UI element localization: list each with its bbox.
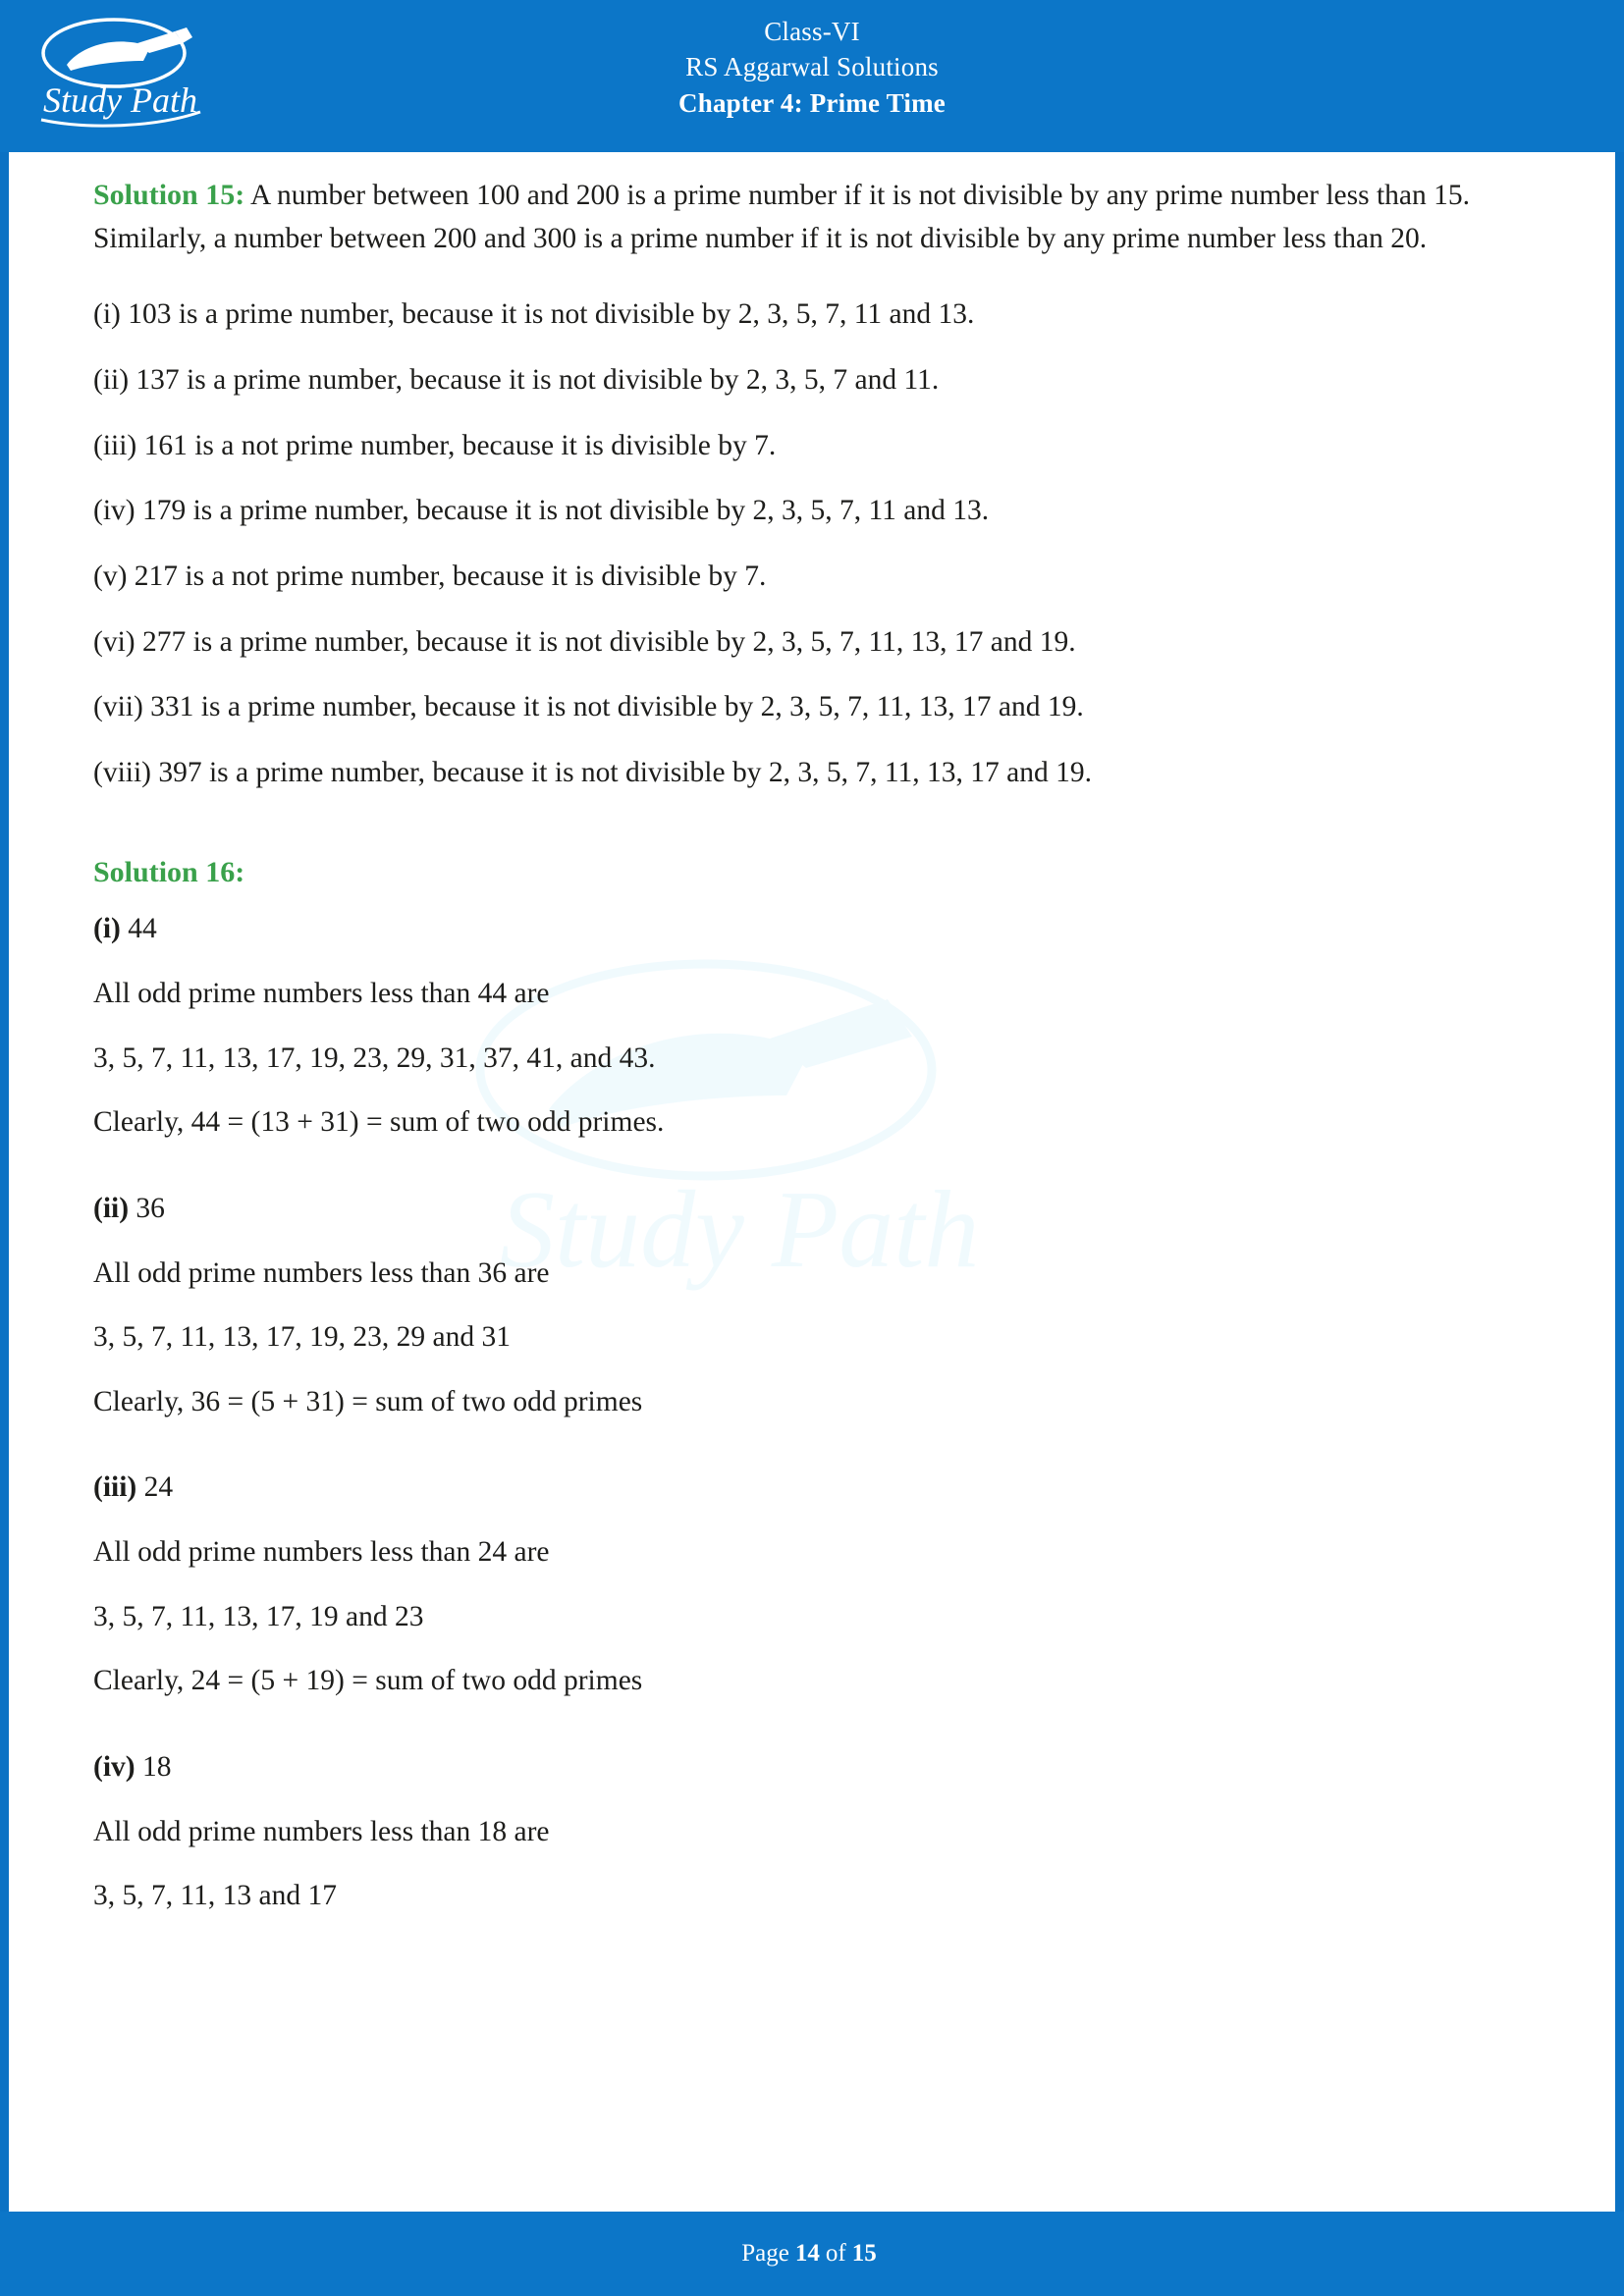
part-line-2: 3, 5, 7, 11, 13, 17, 19 and 23 (93, 1600, 424, 1632)
solution-16-part-heading (93, 908, 1531, 951)
page-content (9, 152, 1615, 1918)
solution-15-block (93, 174, 1531, 795)
header-chapter: Chapter 4: Prime Time (678, 87, 946, 118)
header-title-block (0, 14, 1624, 121)
solution-16-part-heading (93, 1467, 1531, 1510)
part-number: 18 (141, 1751, 172, 1784)
solution-15-item: (vi) 277 is a prime number, because it is not divisible by 2, 3, 5, 7, 11, 13, 17 and 19. (93, 625, 1076, 658)
part-line-1: All odd prime numbers less than 18 are (93, 1815, 550, 1847)
solution-15-item: (iii) 161 is a not prime number, because it is divisible by 7. (93, 429, 777, 461)
solution-15-item: (vii) 331 is a prime number, because it is not divisible by 2, 3, 5, 7, 11, 13, 17 and 19. (93, 691, 1084, 723)
solution-16-part (93, 1188, 1531, 1424)
solution-15-item: (i) 103 is a prime number, because it is not divisible by 2, 3, 5, 7, 11 and 13. (93, 298, 975, 331)
solution-16-part (93, 908, 1531, 1145)
part-number: 44 (128, 913, 157, 945)
part-line-1: All odd prime numbers less than 36 are (93, 1256, 550, 1289)
solution-15-intro (93, 174, 1531, 218)
part-line-2: 3, 5, 7, 11, 13 and 17 (93, 1880, 337, 1912)
footer-current-page: 14 (794, 2240, 820, 2267)
svg-text:Study Path: Study Path (500, 1169, 980, 1291)
page-header (0, 0, 1624, 152)
page-footer (0, 2212, 1624, 2296)
solution-16-label-line (93, 851, 1531, 895)
header-book: RS Aggarwal Solutions (685, 52, 939, 82)
solution-15-item: (viii) 397 is a prime number, because it is not divisible by 2, 3, 5, 7, 11, 13, 17 and 19. (93, 756, 1092, 788)
footer-middle: of (825, 2240, 846, 2267)
part-line-1: All odd prime numbers less than 44 are (93, 977, 550, 1009)
part-line-1: All odd prime numbers less than 24 are (93, 1536, 550, 1569)
solution-16-part-heading (93, 1188, 1531, 1231)
solution-16-label: Solution 16: (93, 855, 245, 888)
svg-text:Study Path: Study Path (43, 80, 197, 120)
part-roman: (iv) (93, 1751, 135, 1784)
part-roman: (iii) (93, 1471, 137, 1504)
part-line-3: Clearly, 44 = (13 + 31) = sum of two odd primes. (93, 1106, 665, 1139)
solution-16-part-heading (93, 1746, 1531, 1789)
solution-15-intro-line-1: A number between 100 and 200 is a prime number if it is not divisible by any prime number less than 15. (249, 180, 1471, 211)
header-class: Class-VI (764, 17, 860, 46)
part-roman: (ii) (93, 1192, 130, 1224)
solution-15-label: Solution 15: (93, 179, 245, 211)
part-line-3: Clearly, 36 = (5 + 31) = sum of two odd primes (93, 1385, 643, 1417)
solution-16-part (93, 1467, 1531, 1703)
solution-16-part (93, 1746, 1531, 1918)
part-line-2: 3, 5, 7, 11, 13, 17, 19, 23, 29 and 31 (93, 1321, 511, 1354)
solution-15-item: (v) 217 is a not prime number, because it is divisible by 7. (93, 560, 767, 592)
part-line-3: Clearly, 24 = (5 + 19) = sum of two odd primes (93, 1665, 643, 1697)
footer-total-pages: 15 (851, 2240, 877, 2267)
solution-15-item: (ii) 137 is a prime number, because it is not divisible by 2, 3, 5, 7 and 11. (93, 363, 940, 396)
solution-15-intro-line-2: Similarly, a number between 200 and 300 is a prime number if it is not divisible by any prime number less than 20. (93, 222, 1428, 254)
solution-15-item: (iv) 179 is a prime number, because it is not divisible by 2, 3, 5, 7, 11 and 13. (93, 495, 990, 527)
part-roman: (i) (93, 913, 121, 945)
solution-16-block (93, 851, 1531, 1919)
part-number: 24 (143, 1471, 174, 1504)
part-line-2: 3, 5, 7, 11, 13, 17, 19, 23, 29, 31, 37, 41, and 43. (93, 1041, 656, 1074)
part-number: 36 (135, 1192, 165, 1224)
footer-prefix: Page (741, 2240, 789, 2267)
